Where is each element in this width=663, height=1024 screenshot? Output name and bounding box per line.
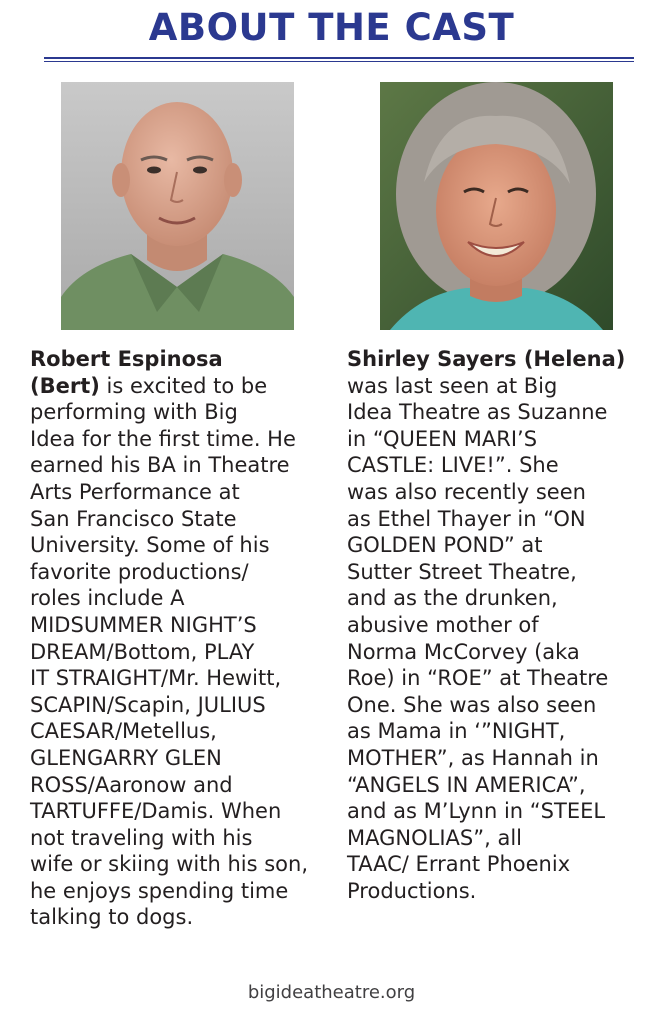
bio-line: performing with Big (30, 400, 238, 425)
bio-line: San Francisco State (30, 506, 237, 531)
bio-line: TAAC/ Errant Phoenix (347, 852, 571, 877)
bio-line: MIDSUMMER NIGHT’S (30, 612, 257, 637)
bio-line: CAESAR/Metellus, (30, 719, 217, 744)
bio-line: IT STRAIGHT/Mr. Hewitt, (30, 666, 282, 691)
cast-role: (Bert) (30, 373, 100, 398)
bio-line: Norma McCorvey (aka (347, 639, 580, 664)
bio-line: Productions. (347, 878, 477, 903)
bio-line: Sutter Street Theatre, (347, 559, 577, 584)
bio-line: One. She was also seen (347, 692, 597, 717)
cast-name-line: Shirley Sayers (Helena) (347, 347, 626, 371)
bio-line: SCAPIN/Scapin, JULIUS (30, 692, 266, 717)
page-title: ABOUT THE CAST (148, 6, 515, 49)
footer-website: bigideatheatre.org (247, 982, 416, 1003)
bio-line: wife or skiing with his son, (30, 852, 309, 877)
bio-line: as Mama in ‘”NIGHT, (347, 719, 566, 744)
bio-line: was last seen at Big (347, 373, 558, 398)
headshot-robert-image (61, 82, 294, 330)
bio-line: Roe) in “ROE” at Theatre (347, 666, 609, 691)
headshot-shirley-image (380, 82, 613, 330)
headshot-robert-espinosa (61, 82, 294, 330)
bio-line: was also recently seen (347, 479, 586, 504)
title-rule-top (44, 57, 634, 59)
bio-line: GOLDEN POND” at (347, 533, 543, 558)
bio-line: Idea Theatre as Suzanne (347, 400, 608, 425)
bio-line: earned his BA in Theatre (30, 453, 290, 478)
bio-line: MAGNOLIAS”, all (347, 825, 522, 850)
bio-first-text: is excited to be (99, 373, 268, 398)
bio-line: Arts Performance at (30, 479, 240, 504)
bio-line: GLENGARRY GLEN (30, 745, 222, 770)
bio-line: favorite productions/ (30, 559, 249, 584)
bio-line: abusive mother of (347, 612, 539, 637)
bio-line: as Ethel Thayer in “ON (347, 506, 586, 531)
title-rule-bottom (44, 61, 634, 62)
cast-name-line: Robert Espinosa (30, 347, 223, 371)
bio-line: “ANGELS IN AMERICA”, (347, 772, 586, 797)
bio-line: CASTLE: LIVE!”. She (347, 453, 559, 478)
bio-line: University. Some of his (30, 533, 270, 558)
bio-line: DREAM/Bottom, PLAY (30, 639, 255, 664)
bio-line: he enjoys spending time (30, 878, 289, 903)
bio-line: TARTUFFE/Damis. When (30, 799, 282, 824)
bio-line: and as M’Lynn in “STEEL (347, 799, 606, 824)
bio-line: ROSS/Aaronow and (30, 772, 233, 797)
bio-line: and as the drunken, (347, 586, 558, 611)
cast-bio-shirley-sayers (347, 346, 657, 904)
bio-line: not traveling with his (30, 825, 253, 850)
cast-bio-robert-espinosa (30, 346, 350, 931)
bio-line: Idea for the first time. He (30, 426, 296, 451)
bio-line (30, 373, 350, 400)
headshot-shirley-sayers (380, 82, 613, 330)
bio-line: talking to dogs. (30, 905, 194, 930)
bio-line: MOTHER”, as Hannah in (347, 745, 599, 770)
bio-line: roles include A (30, 586, 185, 611)
bio-line: in “QUEEN MARI’S (347, 426, 538, 451)
